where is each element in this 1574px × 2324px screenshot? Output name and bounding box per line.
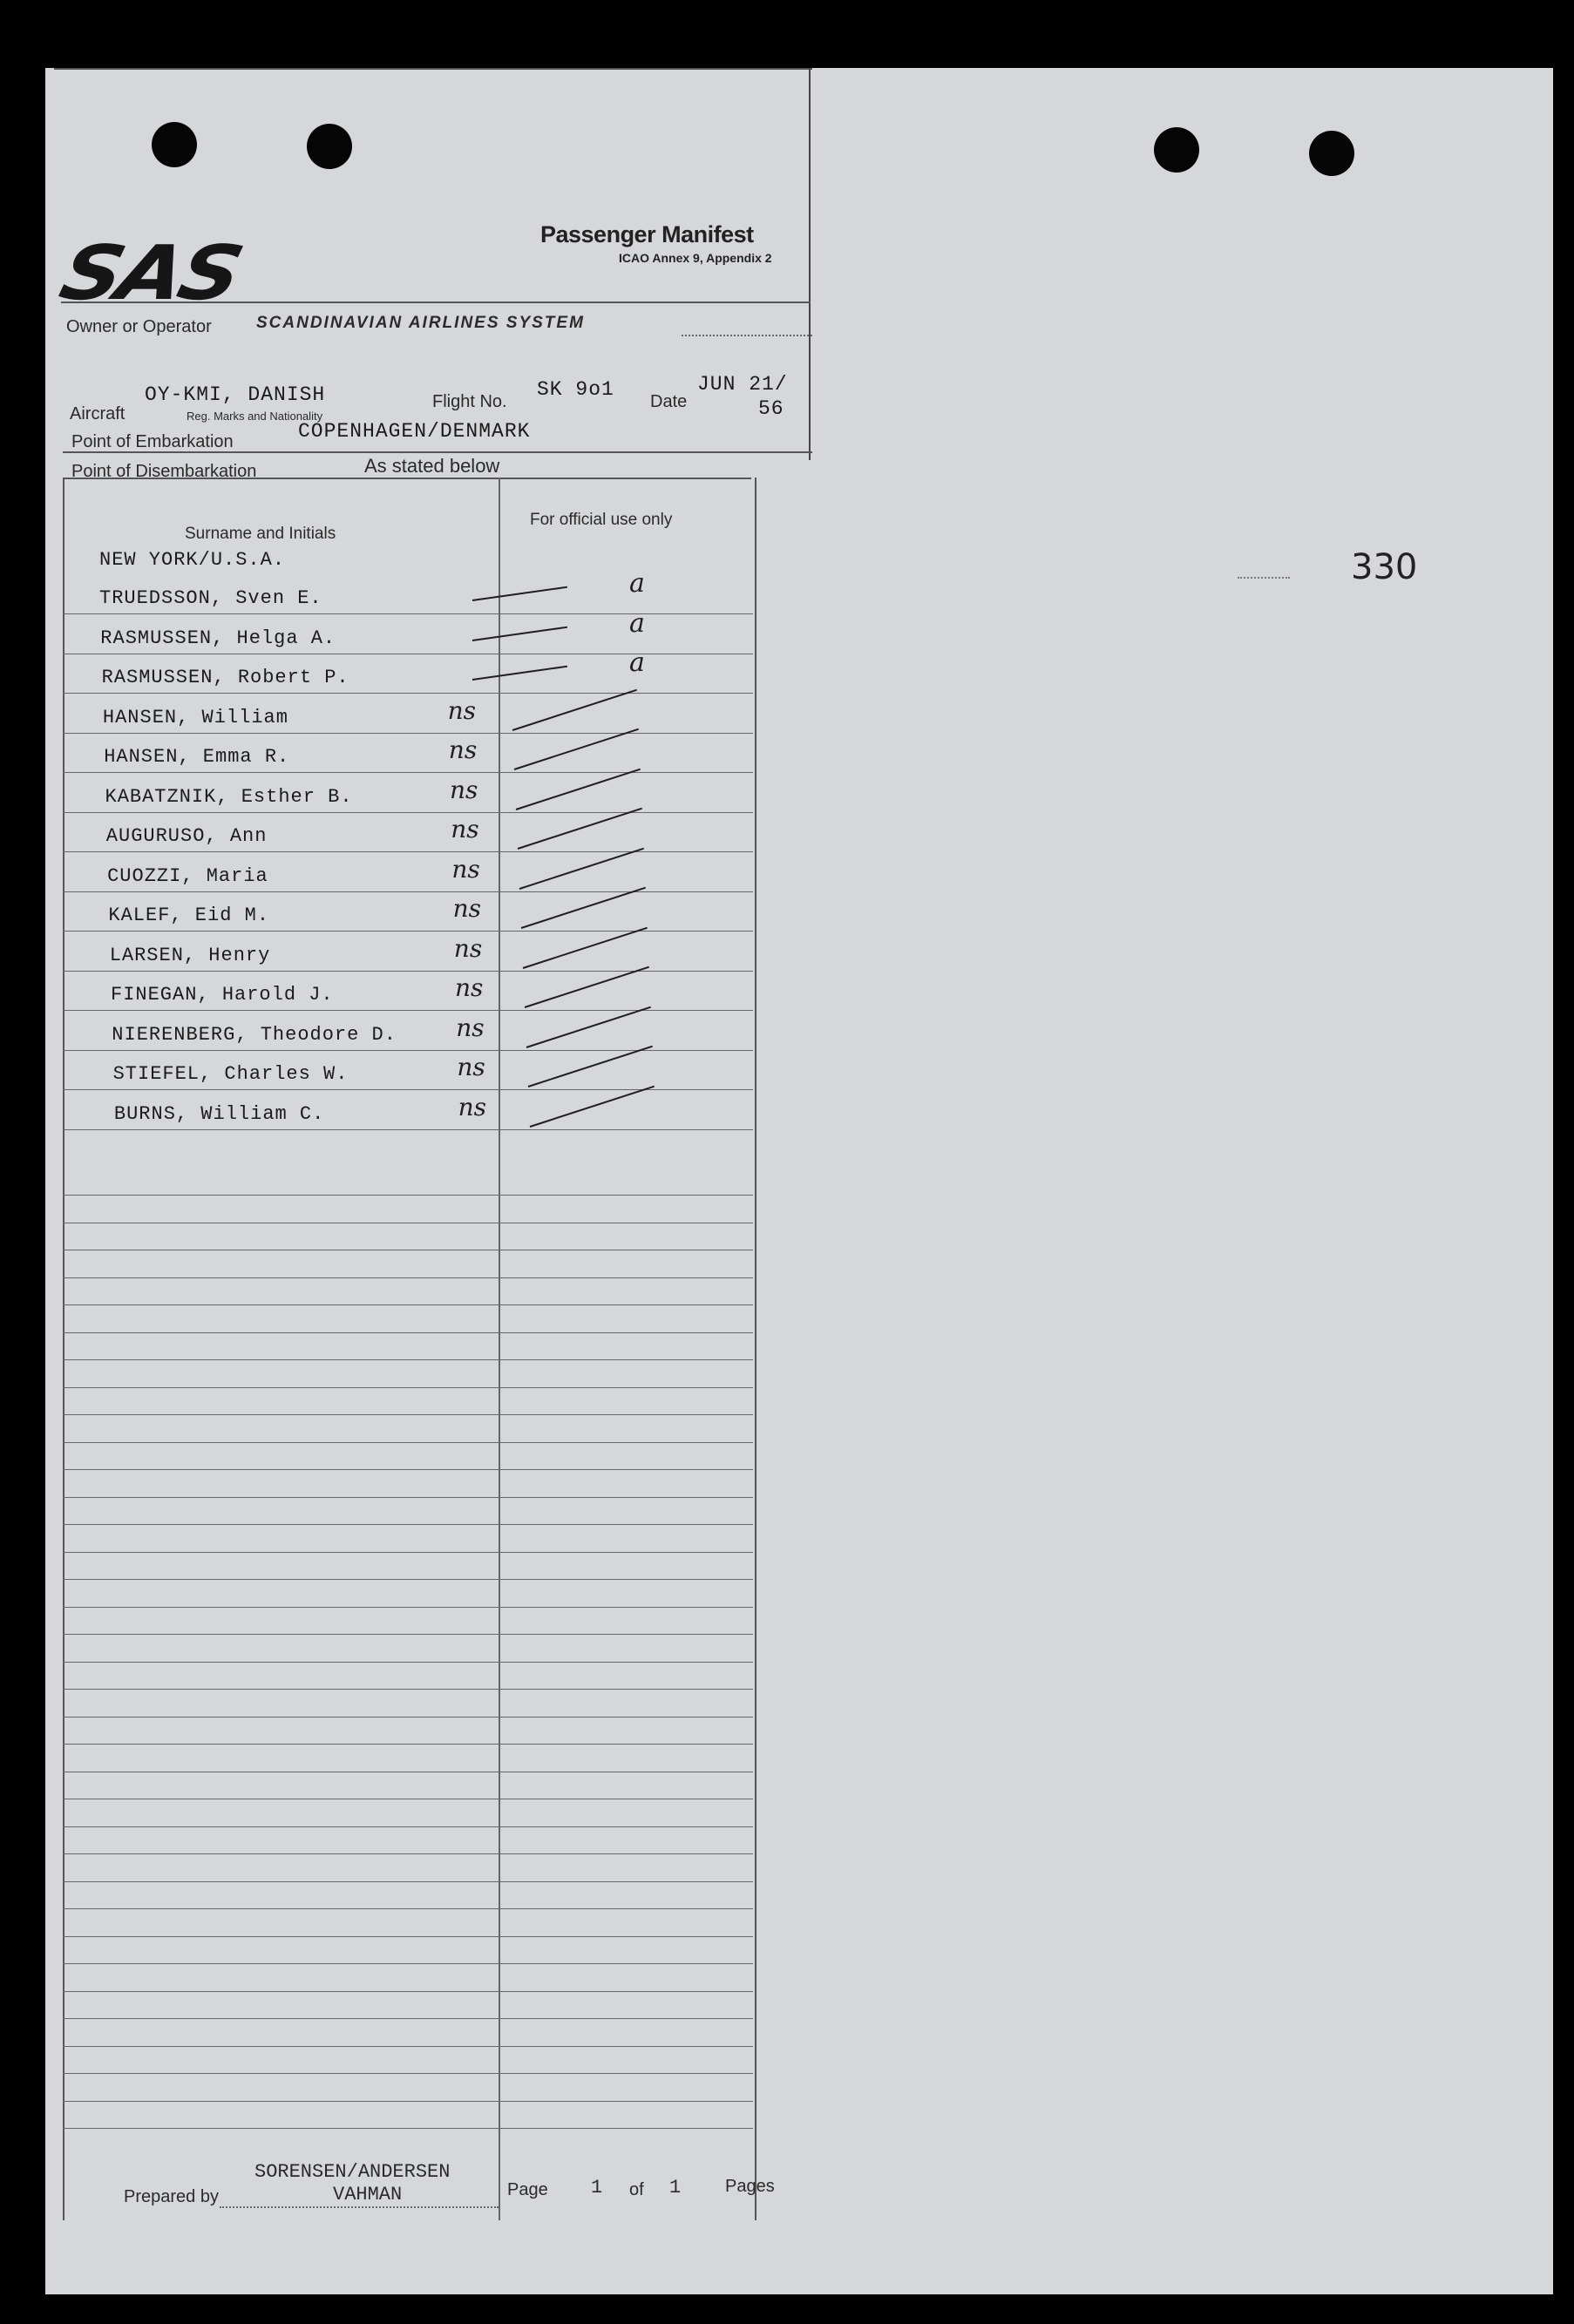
official-mark: ns <box>450 775 478 804</box>
official-mark: ns <box>455 973 484 1002</box>
table-row-line <box>63 971 753 972</box>
table-row-line <box>63 931 753 932</box>
blank-row-line <box>63 1442 753 1443</box>
blank-row-line <box>63 1332 753 1333</box>
date-value-year: 56 <box>758 397 784 420</box>
flight-value: SK 9o1 <box>537 378 614 401</box>
passenger-name: AUGURUSO, Ann <box>105 825 268 847</box>
embarkation-label: Point of Embarkation <box>71 432 234 451</box>
blank-row-line <box>63 1936 753 1937</box>
owner-label: Owner or Operator <box>66 317 212 336</box>
form-top-edge <box>54 68 812 70</box>
form-title: Passenger Manifest <box>540 221 754 247</box>
table-row-line <box>63 613 753 614</box>
blank-row-line <box>63 1662 753 1663</box>
prepared-by-name-2: VAHMAN <box>333 2184 403 2205</box>
blank-row-line <box>63 1469 753 1470</box>
blank-row-line <box>63 1908 753 1909</box>
blank-row-line <box>63 1524 753 1525</box>
passenger-name: CUOZZI, Maria <box>107 864 268 887</box>
official-mark: a <box>629 647 645 678</box>
blank-row-line <box>63 2018 753 2019</box>
official-mark: ns <box>447 695 476 725</box>
blank-row-line <box>63 1963 753 1964</box>
official-mark: ns <box>451 815 479 844</box>
blank-row-line <box>63 2101 753 2102</box>
table-top-rule <box>63 478 751 479</box>
official-mark: ns <box>457 1053 485 1081</box>
blank-row-line <box>63 1881 753 1882</box>
column-header-official: For official use only <box>530 511 673 529</box>
owner-dotline <box>682 335 812 336</box>
official-mark: ns <box>456 1013 485 1042</box>
blank-row-line <box>63 1497 753 1498</box>
official-mark: ns <box>448 735 478 764</box>
blank-row-line <box>63 1634 753 1635</box>
of-label: of <box>629 2180 644 2199</box>
blank-row-line <box>63 1359 753 1360</box>
date-label: Date <box>650 392 688 411</box>
aircraft-label: Aircraft <box>70 404 126 423</box>
blank-row-line <box>63 1826 753 1827</box>
table-row-line <box>63 812 753 813</box>
blank-row-line <box>63 1304 753 1305</box>
table-row-line <box>63 1129 753 1130</box>
page-number-dash <box>1238 577 1290 579</box>
official-mark: ns <box>452 894 481 923</box>
official-mark: a <box>629 607 645 639</box>
passenger-name: TRUEDSSON, Sven E. <box>99 587 322 609</box>
blank-row-line <box>63 1689 753 1690</box>
blank-row-line <box>63 1853 753 1854</box>
reg-marks-label: Reg. Marks and Nationality <box>187 410 323 423</box>
passenger-name: KABATZNIK, Esther B. <box>105 785 353 808</box>
blank-row-line <box>63 1552 753 1553</box>
blank-row-line <box>63 2046 753 2047</box>
embarkation-value: COPENHAGEN/DENMARK <box>298 420 531 443</box>
table-row-line <box>63 1010 753 1011</box>
blank-row-line <box>63 2128 753 2129</box>
official-column-divider <box>499 478 500 2220</box>
passenger-name: STIEFEL, Charles W. <box>112 1063 349 1085</box>
manifest-table <box>63 478 756 2220</box>
passenger-name: RASMUSSEN, Helga A. <box>100 627 336 649</box>
blank-row-line <box>63 1717 753 1718</box>
disembarkation-label: Point of Disembarkation <box>71 462 257 481</box>
aircraft-value: OY-KMI, DANISH <box>145 383 326 406</box>
blank-row-line <box>63 1607 753 1608</box>
table-row-line <box>63 772 753 773</box>
table-row-line <box>63 851 753 852</box>
passenger-name: HANSEN, William <box>102 706 288 728</box>
prepared-by-name-1: SORENSEN/ANDERSEN <box>254 2161 451 2183</box>
of-value: 1 <box>669 2177 682 2199</box>
passenger-name: FINEGAN, Harold J. <box>111 984 334 1006</box>
passenger-name: LARSEN, Henry <box>109 944 271 966</box>
pages-label: Pages <box>725 2177 775 2196</box>
table-row-line <box>63 1050 753 1051</box>
form-right-edge <box>809 68 811 460</box>
passenger-name: RASMUSSEN, Robert P. <box>101 667 349 688</box>
disembarkation-value: As stated below <box>364 455 500 477</box>
table-row-line <box>63 693 753 694</box>
punch-hole-3 <box>1154 127 1199 173</box>
blank-row-line <box>63 1277 753 1278</box>
passenger-name: KALEF, Eid M. <box>108 905 270 926</box>
blank-row-line <box>63 1579 753 1580</box>
passenger-name: BURNS, William C. <box>113 1102 325 1125</box>
page-label: Page <box>507 2180 548 2199</box>
destination-heading: NEW YORK/U.S.A. <box>99 549 286 571</box>
blank-row-line <box>63 1744 753 1745</box>
sas-logo: SAS <box>51 230 248 317</box>
official-mark: ns <box>451 854 480 884</box>
flight-label: Flight No. <box>432 392 507 411</box>
blank-row-line <box>63 1195 753 1196</box>
form-subtitle: ICAO Annex 9, Appendix 2 <box>619 251 772 265</box>
table-row-line <box>63 1089 753 1090</box>
table-row-line <box>63 733 753 734</box>
page-value: 1 <box>591 2177 603 2199</box>
blank-row-line <box>63 1991 753 1992</box>
owner-value: SCANDINAVIAN AIRLINES SYSTEM <box>256 314 585 332</box>
official-mark: ns <box>453 933 483 963</box>
passenger-name: NIERENBERG, Theodore D. <box>112 1023 397 1046</box>
official-mark: a <box>629 568 645 599</box>
column-header-names: Surname and Initials <box>185 525 336 543</box>
passenger-name: HANSEN, Emma R. <box>104 746 290 768</box>
official-mark: ns <box>458 1092 486 1121</box>
date-value: JUN 21/ <box>697 373 788 396</box>
punch-hole-4 <box>1309 131 1354 176</box>
blank-row-line <box>63 2073 753 2074</box>
embarkation-rule <box>63 451 812 453</box>
blank-row-line <box>63 1387 753 1388</box>
prepared-by-label: Prepared by <box>124 2187 219 2206</box>
blank-row-line <box>63 1414 753 1415</box>
page-number: 330 <box>1351 547 1418 587</box>
manifest-form <box>51 68 838 2229</box>
prepared-dotline <box>220 2206 499 2208</box>
header-rule <box>61 302 811 303</box>
table-row-line <box>63 891 753 892</box>
